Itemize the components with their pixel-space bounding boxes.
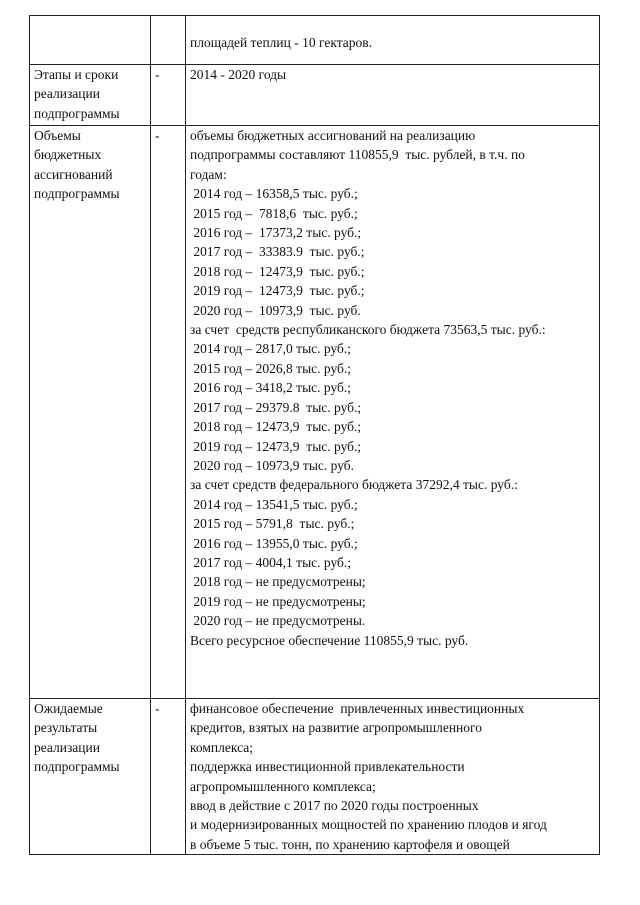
row-value-cell bbox=[186, 65, 600, 126]
year-line-republic: 2020 год – 10973,9 тыс. руб. bbox=[190, 457, 355, 473]
value-line: подпрограммы составляют 110855,9 тыс. рублей, в т.ч. по bbox=[190, 147, 525, 163]
label-line: бюджетных bbox=[34, 147, 102, 163]
value-line: агропромышленного комплекса; bbox=[190, 778, 376, 794]
value-line: и модернизированных мощностей по хранению плодов и ягод bbox=[190, 817, 547, 833]
year-line-republic: 2017 год – 29379.8 тыс. руб.; bbox=[190, 399, 362, 415]
label-line: ассигнований bbox=[34, 166, 113, 182]
table-row-budget bbox=[30, 126, 600, 699]
row-dash-cell: - bbox=[151, 699, 186, 855]
label-line: подпрограммы bbox=[34, 186, 120, 202]
year-line-total: 2017 год – 33383.9 тыс. руб.; bbox=[190, 244, 365, 260]
row-label-cell bbox=[30, 699, 151, 855]
row-value-cell bbox=[186, 16, 600, 65]
year-line-total: 2016 год – 17373,2 тыс. руб.; bbox=[190, 225, 362, 241]
value-line: площадей теплиц - 10 гектаров. bbox=[190, 35, 373, 50]
year-line-republic: 2014 год – 2817,0 тыс. руб.; bbox=[190, 341, 352, 357]
value-line: финансовое обеспечение привлеченных инвестиционных bbox=[190, 701, 525, 716]
federal-budget-heading: за счет средств федерального бюджета 37292,4 тыс. руб.: bbox=[190, 477, 518, 493]
value-line: объемы бюджетных ассигнований на реализацию bbox=[190, 128, 476, 143]
republic-budget-heading: за счет средств республиканского бюджета 73563,5 тыс. руб.: bbox=[190, 322, 546, 338]
value-line: кредитов, взятых на развитие агропромышленного bbox=[190, 720, 482, 736]
value-line: поддержка инвестиционной привлекательности bbox=[190, 759, 465, 775]
table-row-results bbox=[30, 699, 600, 855]
year-line-federal: 2015 год – 5791,8 тыс. руб.; bbox=[190, 516, 355, 532]
year-line-republic: 2015 год – 2026,8 тыс. руб.; bbox=[190, 360, 352, 376]
label-line: реализации bbox=[34, 739, 100, 755]
subprogram-passport-table bbox=[29, 15, 600, 855]
year-line-republic: 2016 год – 3418,2 тыс. руб.; bbox=[190, 380, 352, 396]
row-label-cell bbox=[30, 65, 151, 126]
row-value-cell bbox=[186, 699, 600, 855]
year-line-republic: 2019 год – 12473,9 тыс. руб.; bbox=[190, 438, 362, 454]
year-line-federal: 2019 год – не предусмотрены; bbox=[190, 593, 366, 609]
year-line-total: 2020 год – 10973,9 тыс. руб. bbox=[190, 302, 361, 318]
year-line-federal: 2017 год – 4004,1 тыс. руб.; bbox=[190, 554, 352, 570]
label-line: Ожидаемые bbox=[34, 701, 103, 716]
total-resources-line: Всего ресурсное обеспечение 110855,9 тыс. руб. bbox=[190, 632, 469, 648]
row-dash-cell: - bbox=[151, 65, 186, 126]
table-row-top-continuation bbox=[30, 16, 600, 65]
year-line-total: 2015 год – 7818,6 тыс. руб.; bbox=[190, 205, 358, 221]
value-line: комплекса; bbox=[190, 739, 253, 755]
table-row-stages bbox=[30, 65, 600, 126]
label-line: реализации bbox=[34, 86, 100, 102]
row-label-cell bbox=[30, 126, 151, 699]
label-line: Этапы и сроки bbox=[34, 67, 119, 82]
year-line-total: 2018 год – 12473,9 тыс. руб.; bbox=[190, 263, 365, 279]
year-line-federal: 2016 год – 13955,0 тыс. руб.; bbox=[190, 535, 358, 551]
label-line: результаты bbox=[34, 720, 98, 736]
row-dash-cell bbox=[151, 16, 186, 65]
label-line: подпрограммы bbox=[34, 759, 120, 775]
value-line: годам: bbox=[190, 166, 227, 182]
value-line: в объеме 5 тыс. тонн, по хранению картофеля и овощей bbox=[190, 836, 510, 852]
year-line-republic: 2018 год – 12473,9 тыс. руб.; bbox=[190, 419, 362, 435]
value-line: ввод в действие с 2017 по 2020 годы построенных bbox=[190, 798, 479, 814]
label-line: подпрограммы bbox=[34, 105, 120, 121]
year-line-federal: 2014 год – 13541,5 тыс. руб.; bbox=[190, 496, 358, 512]
year-line-federal: 2018 год – не предусмотрены; bbox=[190, 574, 366, 590]
year-line-total: 2014 год – 16358,5 тыс. руб.; bbox=[190, 186, 358, 202]
value-line: 2014 - 2020 годы bbox=[190, 67, 287, 82]
year-line-federal: 2020 год – не предусмотрены. bbox=[190, 613, 366, 629]
row-label-cell bbox=[30, 16, 151, 65]
row-value-cell bbox=[186, 126, 600, 699]
year-line-total: 2019 год – 12473,9 тыс. руб.; bbox=[190, 283, 365, 299]
label-line: Объемы bbox=[34, 128, 81, 143]
row-dash-cell: - bbox=[151, 126, 186, 699]
